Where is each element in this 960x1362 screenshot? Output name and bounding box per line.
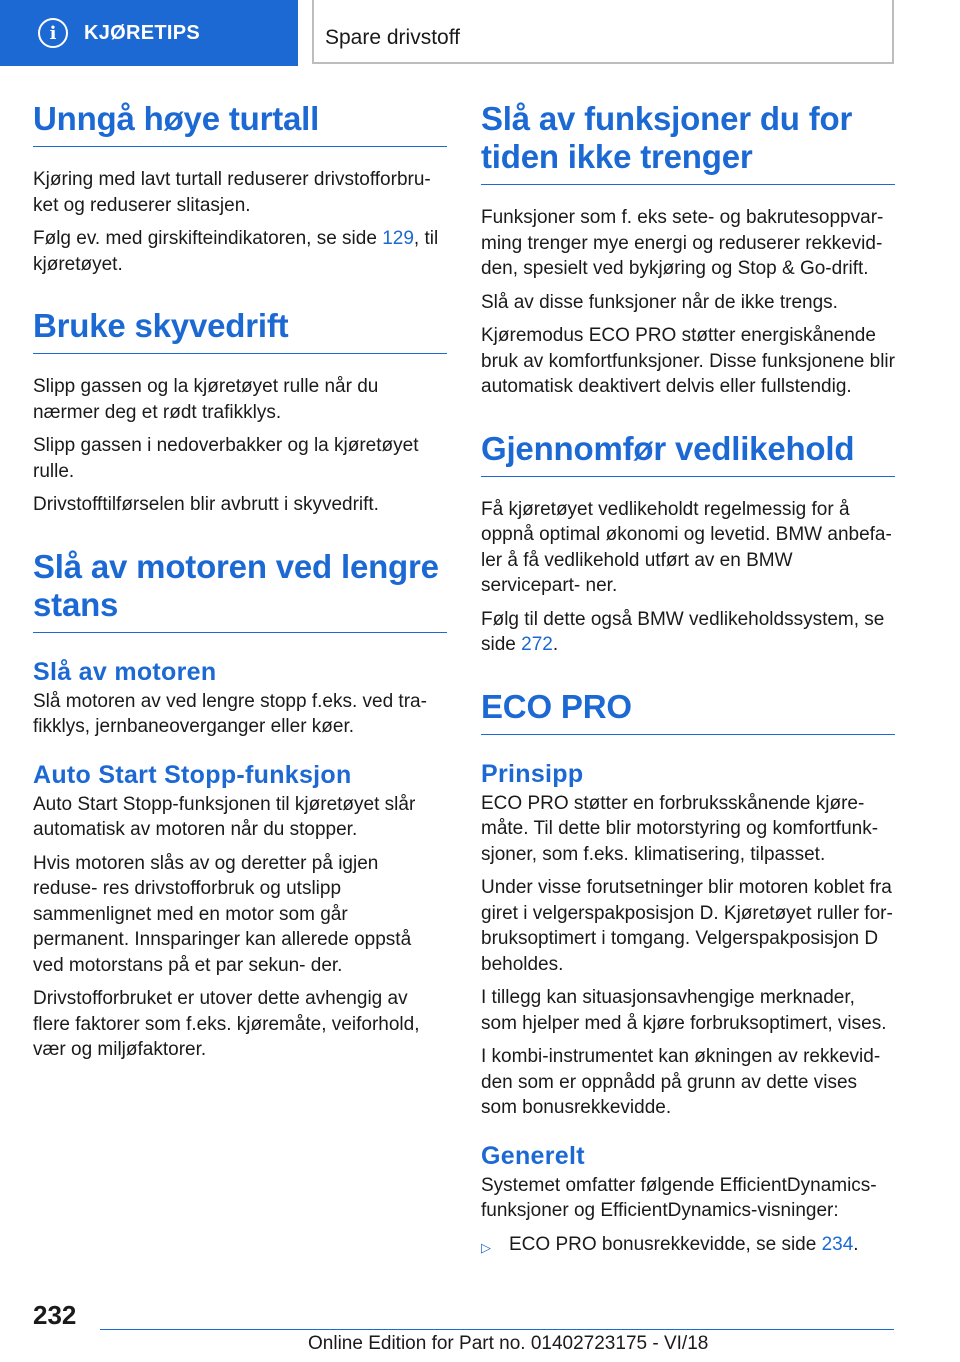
subheading-auto-start-stop: Auto Start Stopp-funksjon [33,760,352,789]
paragraph: Kjøremodus ECO PRO støtter energiskånende bruk av komfortfunksjoner. Disse funksjonene blir automatisk deaktivert delvis eller fullstendig. [481,325,895,397]
paragraph: Drivstofftilførselen blir avbrutt i skyvedrift. [33,494,379,515]
paragraph: Systemet omfatter følgende EfficientDynamics- funksjoner og EfficientDynamics-visninger: [481,1174,877,1221]
heading-unneeded-functions: Slå av funksjoner du for tiden ikke trenger [481,100,895,185]
page-link[interactable]: 129 [382,228,414,249]
paragraph: I kombi-instrumentet kan økningen av rekkevid‐ den som er oppnådd på grunn av dette vises som bonusrekkevidde. [481,1046,881,1118]
paragraph: Følg til dette også BMW vedlikeholdssystem, se side 272. [481,608,885,655]
paragraph: Slipp gassen i nedoverbakker og la kjøretøyet rulle. [33,435,419,482]
paragraph: Slå motoren av ved lengre stopp f.eks. ved tra‐ fikklys, jernbaneoverganger eller køer. [33,690,427,737]
left-column [33,100,447,1071]
edition-footer: Online Edition for Part no. 01402723175 - VI/18 [308,1333,709,1354]
heading-engine-off: Slå av motoren ved lengre stans [33,548,447,633]
page-link[interactable]: 234 [821,1233,854,1255]
paragraph: Hvis motoren slås av og deretter på igjen reduse‐ res drivstofforbruk og utslipp sammenlignet med en motor som går permanent. Innsparinger kan allerede oppstå ved motorstans på et par sekun‐ der. [33,852,412,976]
paragraph: Under visse forutsetninger blir motoren koblet fra giret i velgerspakposisjon D. Kjøretøyet ruller for‐ bruksoptimert i tomgang. Velgerspakposisjon D beholdes. [481,877,893,975]
section-title: KJØRETIPS [84,21,201,44]
subheading-general: Generelt [481,1141,585,1170]
heading-eco-pro: ECO PRO [481,688,895,735]
list-item: ▷ ECO PRO bonusrekkevidde, se side 234. [481,1232,895,1261]
subheading-principle: Prinsipp [481,759,584,788]
footer-divider [100,1329,894,1330]
paragraph: Følg ev. med girskifteindikatoren, se side 129, til kjøretøyet. [33,228,439,275]
paragraph: I tillegg kan situasjonsavhengige merknader, som hjelper med å kjøre forbruksoptimert, vises. [481,987,887,1034]
paragraph: Slå av disse funksjoner når de ikke trengs. [481,291,838,313]
heading-avoid-high-rpm: Unngå høye turtall [33,100,447,147]
paragraph: Kjøring med lavt turtall reduserer drivstofforbru‐ ket og reduserer slitasjen. [33,169,431,216]
page-link[interactable]: 272 [521,634,553,655]
paragraph: Funksjoner som f. eks sete- og bakrutesoppvar‐ ming trenger mye energi og reduserer rekkevid‐ den, spesielt ved bykjøring og Stop & Go-drift. [481,207,884,279]
info-icon: i [38,18,68,48]
paragraph: Drivstofforbruket er utover dette avhengig av flere faktorer som f.eks. kjøremåte, veiforhold, vær og miljøfaktorer. [33,988,420,1060]
paragraph: ECO PRO støtter en forbruksskånende kjøre‐ måte. Til dette blir motorstyring og komfortfunk‐ sjoner, som f.eks. klimatisering, tilpasset. [481,792,879,865]
paragraph: Auto Start Stopp-funksjonen til kjøretøyet slår automatisk av motoren når du stopper. [33,793,416,840]
right-column [481,100,895,1260]
topic-title: Spare drivstoff [325,26,461,49]
paragraph: Slipp gassen og la kjøretøyet rulle når du nærmer deg et rødt trafikklys. [33,376,379,423]
triangle-bullet-icon: ▷ [481,1239,491,1255]
section-tab[interactable] [0,0,298,66]
paragraph: Få kjøretøyet vedlikeholdt regelmessig for å oppnå optimal økonomi og levetid. BMW anbefa‐ ler å få vedlikehold utført av en BMW servicepart‐ ner. [481,498,892,596]
heading-coasting: Bruke skyvedrift [33,307,447,354]
subheading-engine-off: Slå av motoren [33,657,217,686]
heading-maintenance: Gjennomfør vedlikehold [481,430,895,477]
page-number: 232 [33,1300,77,1330]
